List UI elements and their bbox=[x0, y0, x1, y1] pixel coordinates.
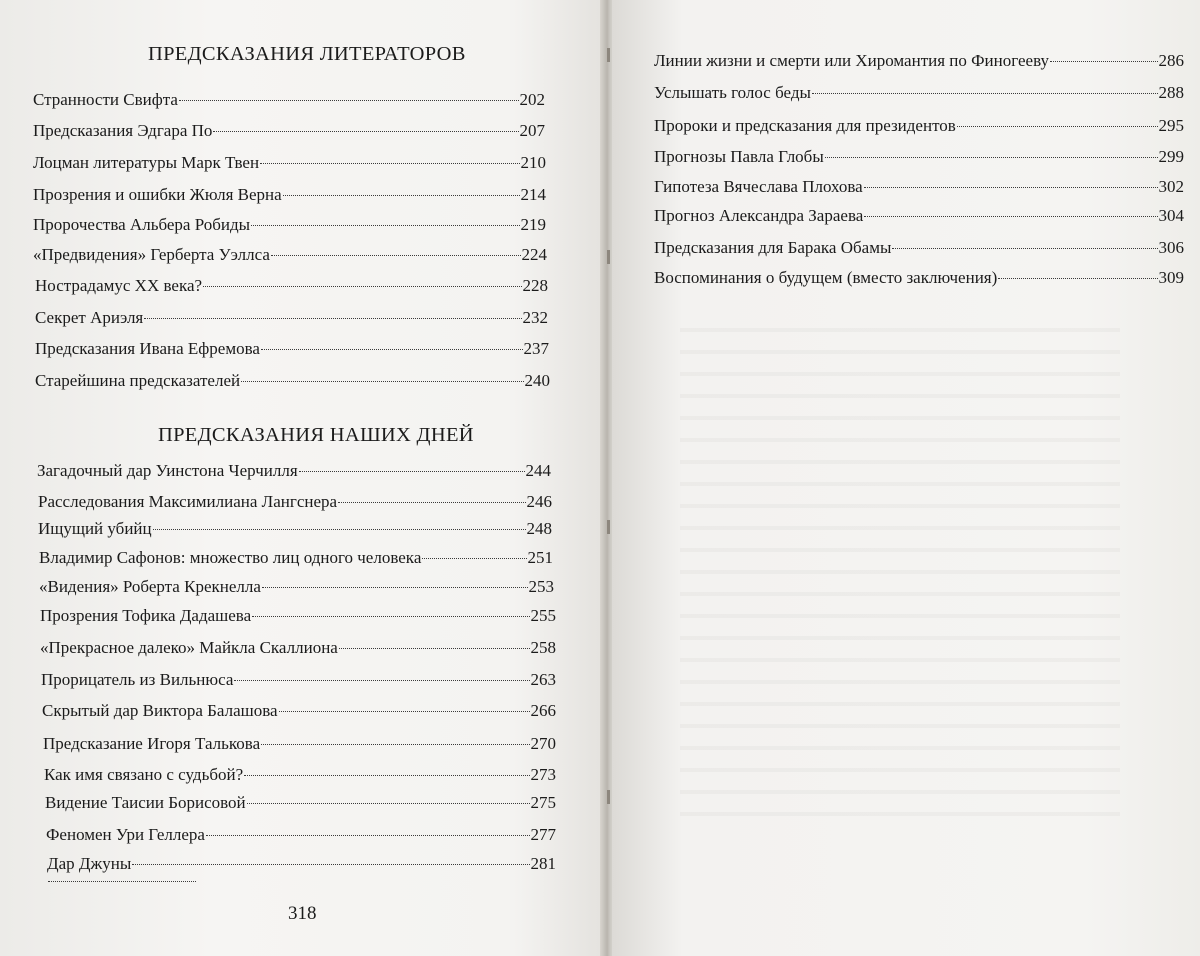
toc-entry-title: Прорицатель из Вильнюса bbox=[41, 670, 234, 689]
binding-stitch bbox=[607, 520, 610, 534]
toc-entry-title: Прогнозы Павла Глобы bbox=[654, 147, 824, 166]
toc-entry-title: Старейшина предсказателей bbox=[35, 371, 241, 390]
toc-entry bbox=[654, 205, 1184, 227]
toc-leader-dots bbox=[244, 775, 529, 776]
toc-entry bbox=[47, 885, 197, 907]
toc-entry bbox=[41, 669, 556, 691]
toc-entry-title: Предсказания Эдгара По bbox=[33, 121, 213, 140]
section-title-our-days: ПРЕДСКАЗАНИЯ НАШИХ ДНЕЙ bbox=[158, 424, 474, 446]
toc-leader-dots bbox=[251, 225, 519, 226]
toc-leader-dots bbox=[864, 216, 1157, 217]
binding-stitch bbox=[607, 790, 610, 804]
toc-entry bbox=[654, 176, 1184, 198]
toc-leader-dots bbox=[339, 648, 530, 649]
toc-entry-page: 281 bbox=[530, 854, 556, 873]
toc-leader-dots bbox=[261, 744, 529, 745]
toc-entry bbox=[654, 82, 1184, 104]
toc-entry-title: Как имя связано с судьбой? bbox=[44, 765, 244, 784]
toc-leader-dots bbox=[892, 248, 1157, 249]
toc-entry-title: Предсказание Игоря Талькова bbox=[43, 734, 261, 753]
toc-entry-page: 244 bbox=[525, 461, 551, 480]
toc-leader-dots bbox=[144, 318, 521, 319]
toc-entry bbox=[35, 307, 548, 329]
bleed-through-shadow bbox=[680, 310, 1120, 830]
toc-entry bbox=[33, 214, 546, 236]
toc-leader-dots bbox=[825, 157, 1158, 158]
toc-entry-title: Прозрения и ошибки Жюля Верна bbox=[33, 185, 282, 204]
toc-leader-dots bbox=[247, 803, 530, 804]
toc-entry-page: 202 bbox=[519, 90, 545, 109]
toc-entry bbox=[33, 184, 546, 206]
toc-entry-title: Владимир Сафонов: множество лиц одного человека bbox=[39, 548, 422, 567]
toc-entry-page: 228 bbox=[522, 276, 548, 295]
toc-entry bbox=[654, 115, 1184, 137]
toc-entry-title: Воспоминания о будущем (вместо заключения) bbox=[654, 268, 998, 287]
toc-entry-title: Ищущий убийц bbox=[38, 519, 152, 538]
toc-leader-dots bbox=[234, 680, 529, 681]
toc-entry bbox=[33, 120, 545, 142]
toc-entry-page: 253 bbox=[528, 577, 554, 596]
toc-entry-title: Прогноз Александра Зараева bbox=[654, 206, 864, 225]
toc-entry bbox=[42, 700, 556, 722]
toc-leader-dots bbox=[241, 381, 523, 382]
toc-entry bbox=[38, 518, 552, 540]
toc-entry-title: Гипотеза Вячеслава Плохова bbox=[654, 177, 863, 196]
toc-entry bbox=[33, 244, 547, 266]
toc-entry-page: 237 bbox=[523, 339, 549, 358]
toc-leader-dots bbox=[299, 471, 525, 472]
toc-entry-page: 248 bbox=[526, 519, 552, 538]
toc-entry bbox=[45, 792, 556, 814]
toc-leader-dots bbox=[48, 881, 196, 882]
toc-entry-page: 240 bbox=[524, 371, 550, 390]
toc-leader-dots bbox=[283, 195, 520, 196]
toc-entry-title: Предсказания Ивана Ефремова bbox=[35, 339, 260, 358]
toc-leader-dots bbox=[1050, 61, 1157, 62]
section-title-literators: ПРЕДСКАЗАНИЯ ЛИТЕРАТОРОВ bbox=[148, 43, 466, 65]
toc-leader-dots bbox=[279, 711, 530, 712]
toc-entry-page: 304 bbox=[1158, 206, 1184, 225]
toc-leader-dots bbox=[338, 502, 525, 503]
toc-entry-title: Пророчества Альбера Робиды bbox=[33, 215, 251, 234]
toc-entry bbox=[33, 152, 546, 174]
toc-entry bbox=[654, 267, 1184, 289]
page-number: 318 bbox=[288, 903, 317, 924]
toc-entry bbox=[44, 764, 556, 786]
toc-entry-page: 219 bbox=[520, 215, 546, 234]
binding-stitch bbox=[607, 250, 610, 264]
toc-entry bbox=[40, 637, 556, 659]
toc-leader-dots bbox=[252, 616, 529, 617]
toc-leader-dots bbox=[203, 286, 521, 287]
toc-entry-page: 232 bbox=[522, 308, 548, 327]
toc-entry-page: 275 bbox=[530, 793, 556, 812]
toc-entry-title: Феномен Ури Геллера bbox=[46, 825, 205, 844]
toc-entry-page: 306 bbox=[1158, 238, 1184, 257]
toc-entry-page: 273 bbox=[530, 765, 556, 784]
toc-entry-title: Расследования Максимилиана Лангснера bbox=[38, 492, 338, 511]
toc-entry bbox=[35, 370, 550, 392]
toc-entry bbox=[47, 853, 556, 875]
toc-entry-title: Услышать голос беды bbox=[654, 83, 811, 102]
toc-entry-title: «Предвидения» Герберта Уэллса bbox=[33, 245, 270, 264]
toc-entry bbox=[46, 824, 556, 846]
toc-entry-page: 263 bbox=[530, 670, 556, 689]
toc-leader-dots bbox=[422, 558, 526, 559]
toc-entry-page: 214 bbox=[520, 185, 546, 204]
toc-entry-title: Предсказания для Барака Обамы bbox=[654, 238, 892, 257]
toc-entry-page: 207 bbox=[519, 121, 545, 140]
toc-leader-dots bbox=[206, 835, 530, 836]
toc-entry-page: 266 bbox=[530, 701, 556, 720]
toc-entry bbox=[33, 89, 545, 111]
toc-entry-title: «Прекрасное далеко» Майкла Скаллиона bbox=[40, 638, 338, 657]
toc-entry-page: 224 bbox=[521, 245, 547, 264]
toc-entry bbox=[35, 275, 548, 297]
toc-entry-title: Прозрения Тофика Дадашева bbox=[40, 606, 252, 625]
toc-leader-dots bbox=[179, 100, 519, 101]
toc-entry-title: Дар Джуны bbox=[47, 854, 132, 873]
toc-entry-page: 270 bbox=[530, 734, 556, 753]
toc-entry bbox=[39, 547, 553, 569]
toc-entry bbox=[38, 491, 552, 513]
toc-entry-title: Странности Свифта bbox=[33, 90, 178, 109]
toc-leader-dots bbox=[262, 587, 528, 588]
toc-leader-dots bbox=[213, 131, 518, 132]
toc-entry-page: 246 bbox=[526, 492, 552, 511]
toc-entry-page: 295 bbox=[1158, 116, 1184, 135]
toc-entry-title: Скрытый дар Виктора Балашова bbox=[42, 701, 278, 720]
toc-entry-page: 302 bbox=[1158, 177, 1184, 196]
toc-entry-page: 210 bbox=[520, 153, 546, 172]
toc-leader-dots bbox=[864, 187, 1158, 188]
toc-entry-title: Лоцман литературы Марк Твен bbox=[33, 153, 260, 172]
toc-leader-dots bbox=[271, 255, 521, 256]
toc-entry-title: Секрет Ариэля bbox=[35, 308, 144, 327]
toc-entry-title: Нострадамус XX века? bbox=[35, 276, 203, 295]
toc-entry-title: «Видения» Роберта Крекнелла bbox=[39, 577, 261, 596]
toc-leader-dots bbox=[260, 163, 519, 164]
toc-entry-page: 286 bbox=[1158, 51, 1184, 70]
toc-leader-dots bbox=[132, 864, 529, 865]
binding-stitch bbox=[607, 48, 610, 62]
toc-entry-page: 258 bbox=[530, 638, 556, 657]
toc-entry-page: 309 bbox=[1158, 268, 1184, 287]
toc-entry-page: 288 bbox=[1158, 83, 1184, 102]
toc-entry bbox=[654, 50, 1184, 72]
toc-entry bbox=[39, 576, 554, 598]
toc-leader-dots bbox=[957, 126, 1158, 127]
toc-entry-title: Видение Таисии Борисовой bbox=[45, 793, 246, 812]
toc-entry bbox=[37, 460, 551, 482]
toc-entry-title: Линии жизни и смерти или Хиромантия по Финогееву bbox=[654, 51, 1050, 70]
toc-leader-dots bbox=[998, 278, 1157, 279]
toc-entry bbox=[654, 146, 1184, 168]
toc-entry-page: 277 bbox=[530, 825, 556, 844]
toc-entry-title: Пророки и предсказания для президентов bbox=[654, 116, 956, 135]
toc-entry-page: 251 bbox=[527, 548, 553, 567]
toc-entry bbox=[43, 733, 556, 755]
toc-leader-dots bbox=[153, 529, 526, 530]
toc-leader-dots bbox=[812, 93, 1158, 94]
toc-leader-dots bbox=[261, 349, 523, 350]
toc-entry bbox=[40, 605, 556, 627]
toc-entry-page: 255 bbox=[530, 606, 556, 625]
toc-entry-title: Загадочный дар Уинстона Черчилля bbox=[37, 461, 298, 480]
toc-entry-page: 299 bbox=[1158, 147, 1184, 166]
toc-entry bbox=[654, 237, 1184, 259]
toc-entry bbox=[35, 338, 549, 360]
